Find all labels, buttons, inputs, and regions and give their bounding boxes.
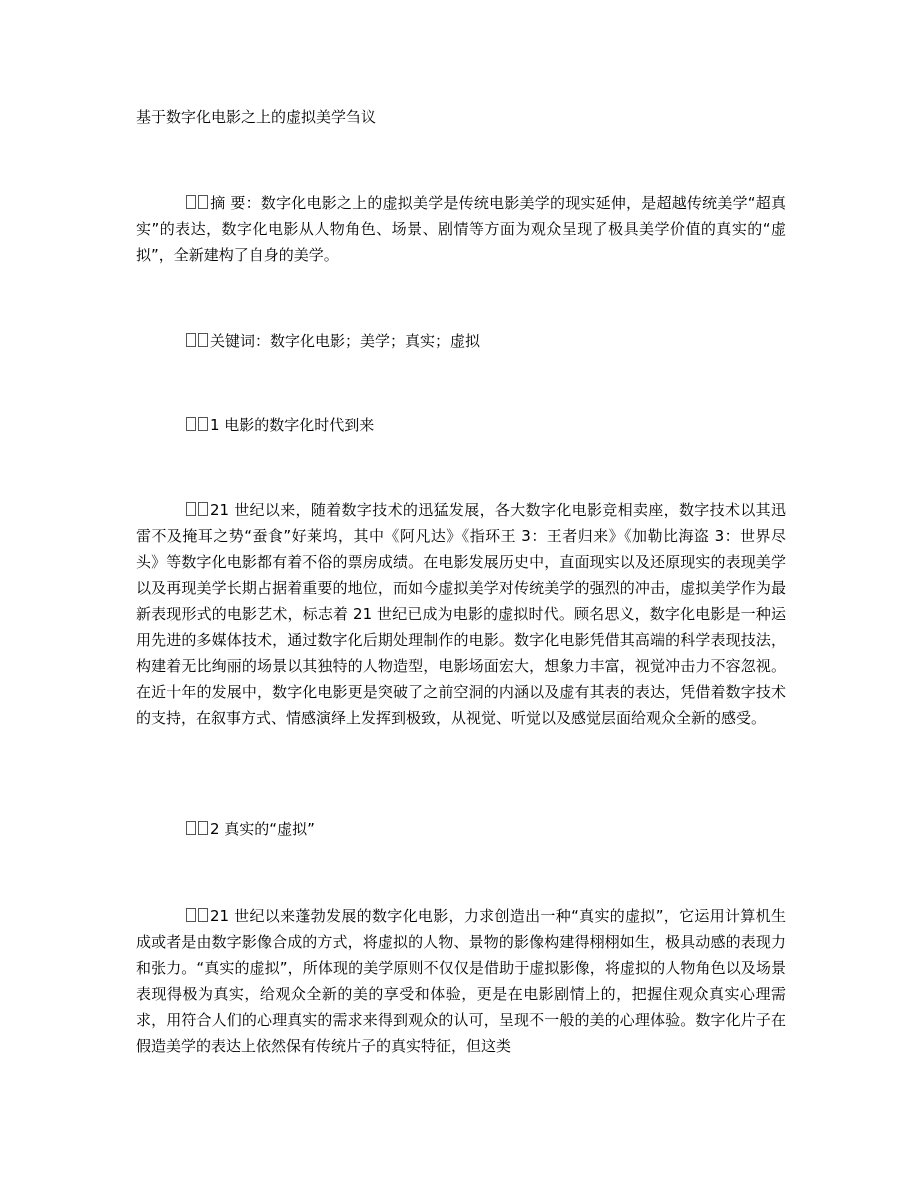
placeholder-glyph-icon — [186, 333, 196, 347]
placeholder-glyph-icon — [198, 502, 208, 516]
placeholder-glyph-icon — [198, 195, 208, 209]
placeholder-glyph-icon — [198, 908, 208, 922]
placeholder-glyph-icon — [198, 821, 208, 835]
section-1-heading-text: 1 电影的数字化时代到来 — [210, 416, 375, 434]
placeholder-glyph-icon — [186, 821, 196, 835]
placeholder-glyph-icon — [198, 417, 208, 431]
placeholder-glyph-icon — [186, 195, 196, 209]
section-2-heading — [136, 816, 786, 842]
section-1-paragraph — [136, 497, 786, 731]
placeholder-glyph-icon — [186, 502, 196, 516]
keywords-text: 关键词：数字化电影；美学；真实；虚拟 — [210, 332, 481, 350]
section-2-paragraph — [136, 903, 786, 1059]
placeholder-glyph-icon — [198, 333, 208, 347]
section-1-heading — [136, 412, 786, 438]
section-2-text: 21 世纪以来蓬勃发展的数字化电影，力求创造出一种“真实的虚拟”，它运用计算机生成或者是由数字影像合成的方式，将虚拟的人物、景物的影像构建得栩栩如生，极具动感的表现力和张力。“真实的虚拟”，所体现的美学原则不仅仅是借助于虚拟影像，将虚拟的人物角色以及场景表现得极为真实，给观众全新的美的享受和体验，更是在电影剧情上的，把握住观众真实心理需求，用符合人们的心理真实的需求来得到观众的认可，呈现不一般的美的心理体验。数字化片子在假造美学的表达上依然保有传统片子的真实特征，但这类 — [136, 907, 786, 1055]
keywords-line — [136, 328, 786, 354]
section-1-text: 21 世纪以来，随着数字技术的迅猛发展，各大数字化电影竞相卖座，数字技术以其迅雷不及掩耳之势“蚕食”好莱坞，其中《阿凡达》《指环王 3：王者归来》《加勒比海盗 3：世界尽头》等数字化电影都有着不俗的票房成绩。在电影发展历史中，直面现实以及还原现实的表现美学以及再现美学长期占据着重要的地位，而如今虚拟美学对传统美学的强烈的冲击，虚拟美学作为最新表现形式的电影艺术，标志着 21 世纪已成为电影的虚拟时代。顾名思义，数字化电影是一种运用先进的多媒体技术，通过数字化后期处理制作的电影。数字化电影凭借其高端的科学表现技法，构建着无比绚丽的场景以其独特的人物造型，电影场面宏大，想象力丰富，视觉冲击力不容忽视。在近十年的发展中，数字化电影更是突破了之前空洞的内涵以及虚有其表的表达，凭借着数字技术的支持，在叙事方式、情感演绎上发挥到极致，从视觉、听觉以及感觉层面给观众全新的感受。 — [136, 501, 786, 727]
abstract-text: 摘 要：数字化电影之上的虚拟美学是传统电影美学的现实延伸，是超越传统美学“超真实”的表达，数字化电影从人物角色、场景、剧情等方面为观众呈现了极具美学价值的真实的“虚拟”，全新建构了自身的美学。 — [136, 194, 786, 264]
abstract-paragraph — [136, 190, 786, 268]
section-2-heading-text: 2 真实的“虚拟” — [210, 820, 315, 838]
placeholder-glyph-icon — [186, 417, 196, 431]
document-title: 基于数字化电影之上的虚拟美学刍议 — [136, 108, 377, 126]
placeholder-glyph-icon — [186, 908, 196, 922]
